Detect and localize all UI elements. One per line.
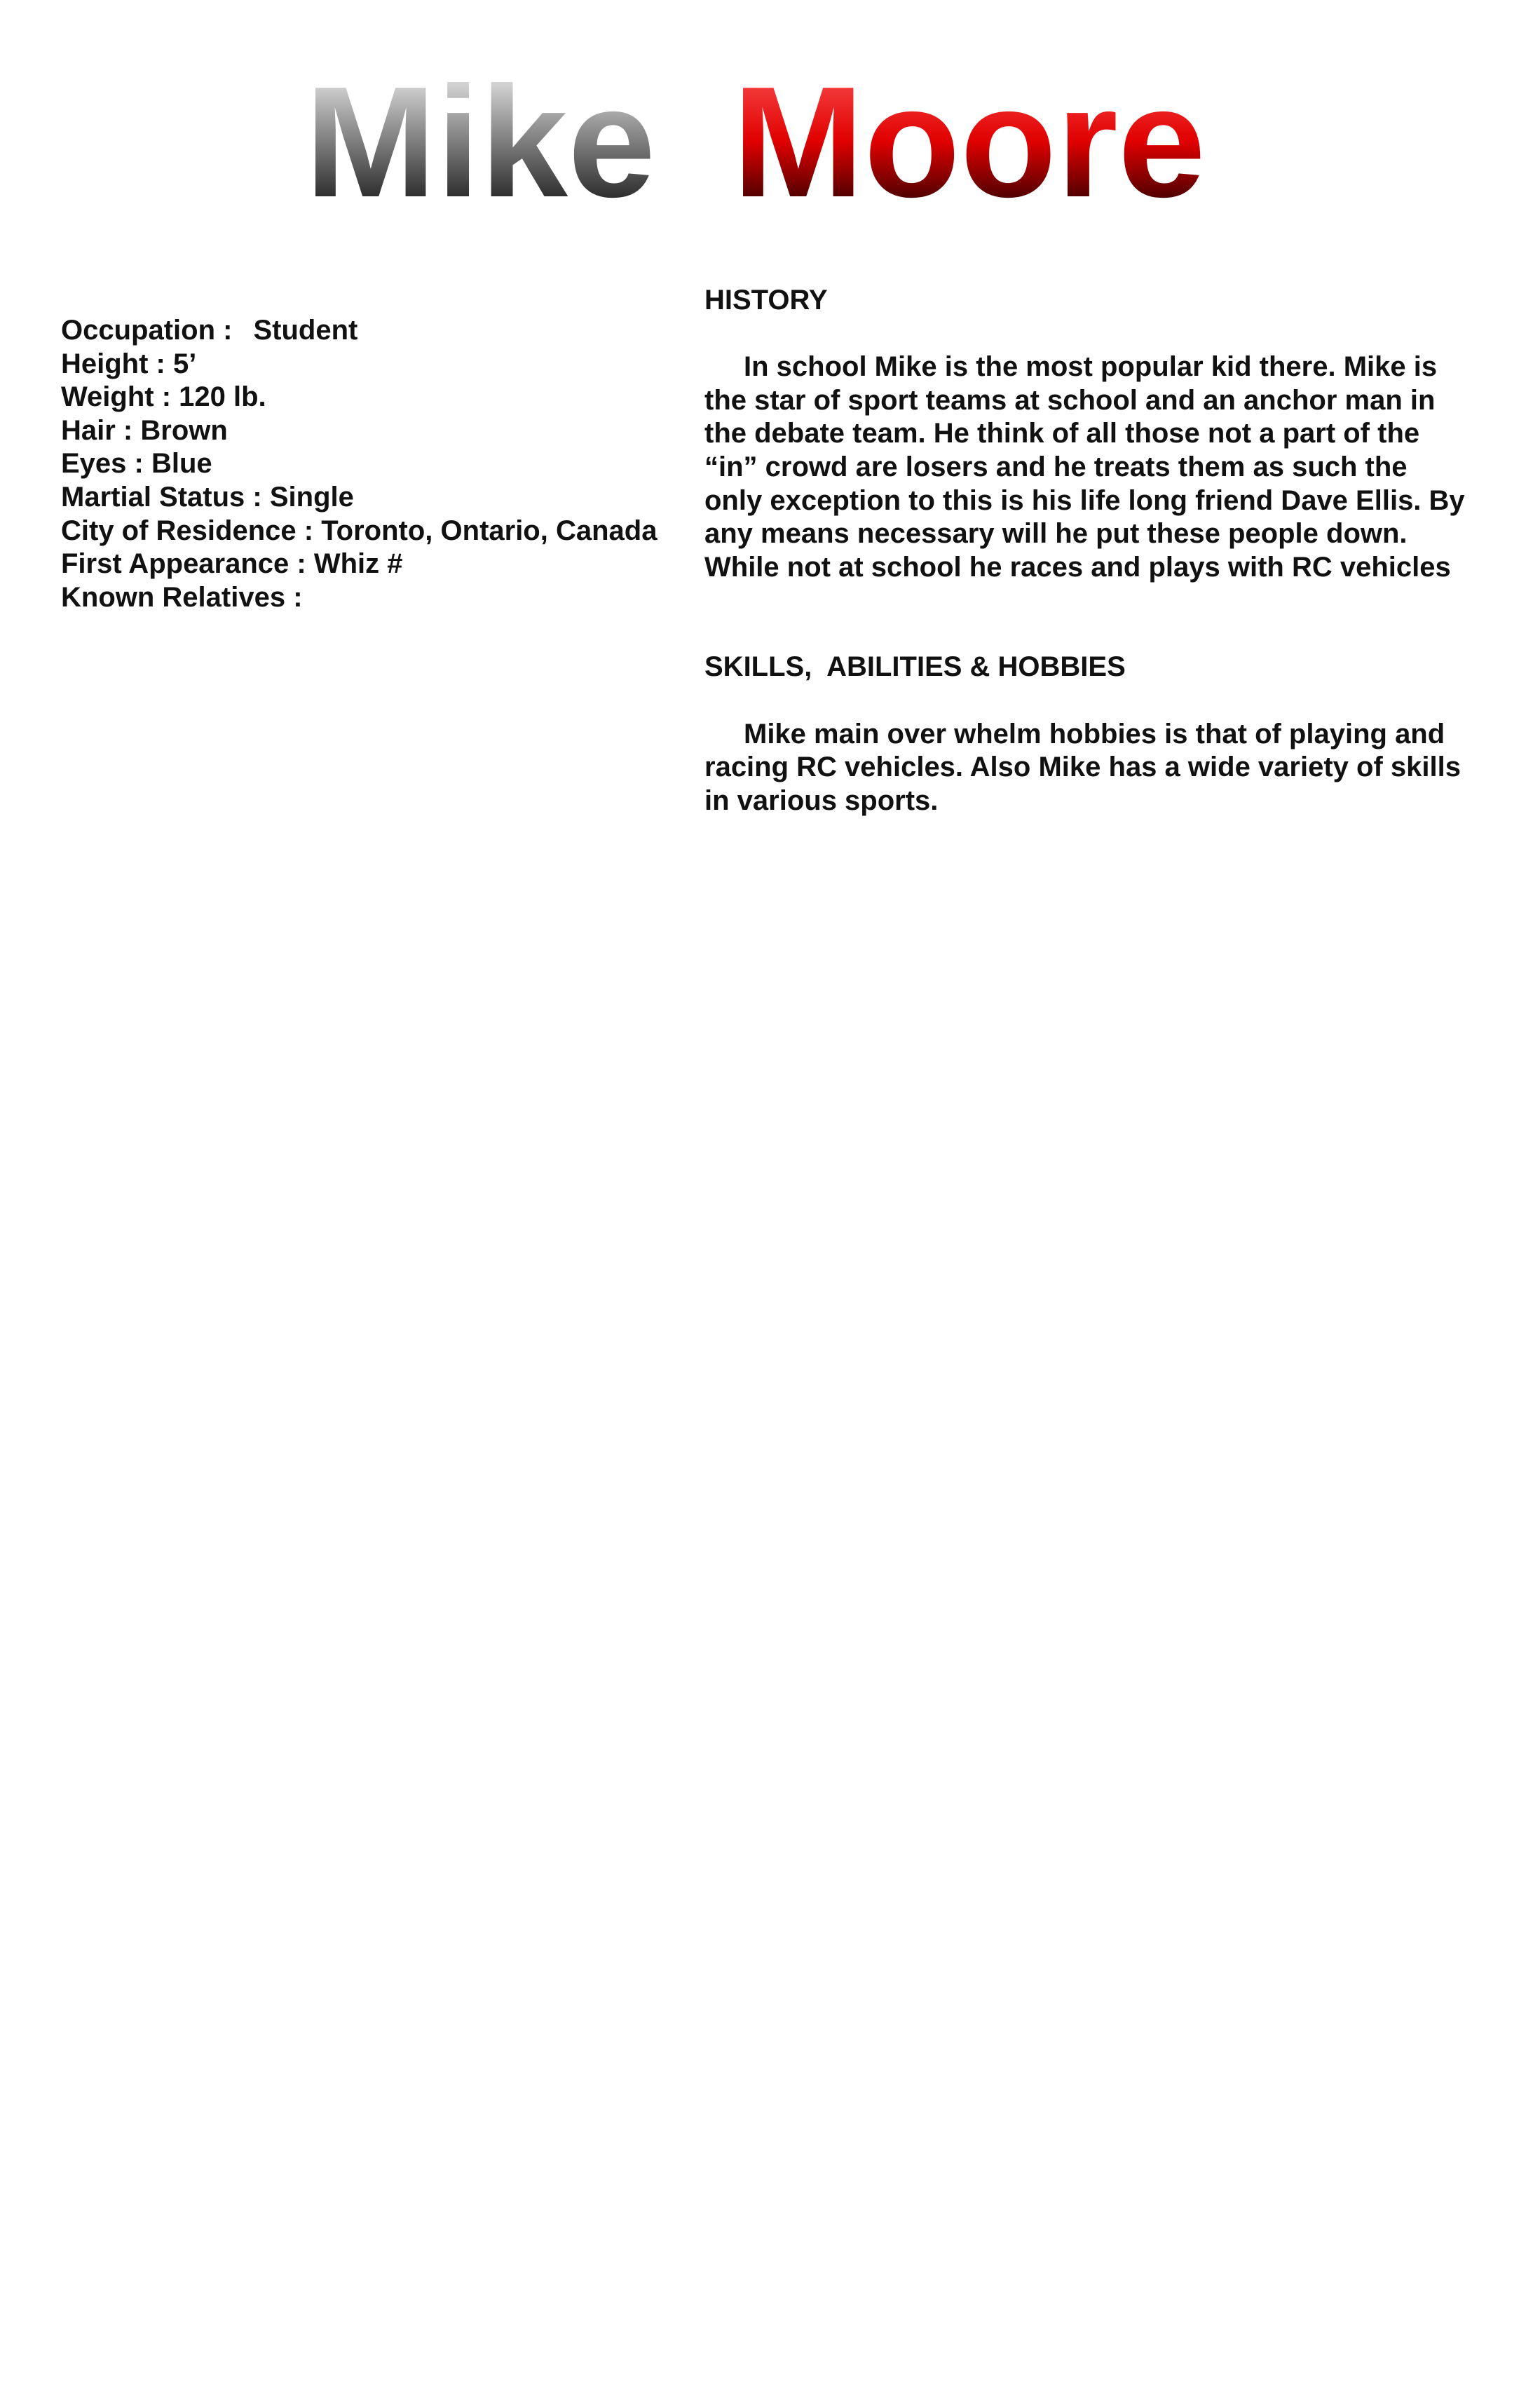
- stat-row: [61, 314, 692, 348]
- history-line: the star of sport teams at school and an anchor man in: [704, 384, 1436, 416]
- stat-row: [61, 348, 692, 381]
- stat-label: Occupation :: [61, 315, 233, 346]
- history-line: any means necessary will he put these people down.: [704, 518, 1408, 550]
- stat-row: [61, 548, 692, 581]
- skills-line: in various sports.: [704, 785, 939, 816]
- stat-label: First Appearance :: [61, 548, 306, 580]
- history-section: [704, 284, 1497, 584]
- stat-label: Known Relatives :: [61, 581, 303, 613]
- skills-heading: SKILLS, ABILITIES & HOBBIES: [704, 651, 1126, 683]
- stat-label: Eyes :: [61, 448, 144, 480]
- stat-value: Single: [269, 481, 354, 513]
- history-line: In school Mike is the most popular kid there. Mike is: [744, 351, 1438, 383]
- skills-paragraph: [704, 718, 1497, 818]
- stat-row: [61, 447, 692, 481]
- title-last-name: Moore: [732, 67, 1206, 228]
- stat-value: Brown: [140, 414, 228, 446]
- stat-label: Martial Status :: [61, 481, 262, 513]
- history-heading: HISTORY: [704, 285, 828, 316]
- stat-label: Weight :: [61, 381, 172, 413]
- title-first-name: Mike: [305, 67, 656, 228]
- stat-row: [61, 515, 692, 548]
- stat-row: [61, 414, 692, 448]
- history-line: While not at school he races and plays with RC vehicles: [704, 551, 1451, 583]
- stat-value: 120 lb.: [179, 381, 266, 413]
- stat-value: Blue: [151, 448, 212, 480]
- skills-line: racing RC vehicles. Also Mike has a wide variety of skills: [704, 752, 1461, 783]
- skills-line: Mike main over whelm hobbies is that of playing and: [744, 718, 1445, 749]
- history-paragraph: [704, 351, 1497, 584]
- stat-label: Hair :: [61, 414, 133, 446]
- skills-section: [704, 651, 1497, 818]
- stat-value: Student: [253, 315, 358, 346]
- character-stats: [61, 314, 692, 614]
- stat-value: 5’: [173, 348, 197, 379]
- stat-value: Whiz #: [313, 548, 403, 580]
- bio-column: [704, 284, 1497, 818]
- stat-row: [61, 581, 692, 615]
- stat-row: [61, 481, 692, 515]
- history-line: only exception to this is his life long friend Dave Ellis. By: [704, 484, 1465, 516]
- stat-value: Toronto, Ontario, Canada: [321, 515, 657, 546]
- stat-label: Height :: [61, 348, 165, 379]
- title-graphic: [0, 67, 1540, 228]
- stat-label: City of Residence :: [61, 515, 314, 546]
- history-line: the debate team. He think of all those not a part of the: [704, 418, 1420, 449]
- history-line: “in” crowd are losers and he treats them as such the: [704, 451, 1408, 482]
- page-title: [0, 67, 1540, 228]
- stat-row: [61, 381, 692, 414]
